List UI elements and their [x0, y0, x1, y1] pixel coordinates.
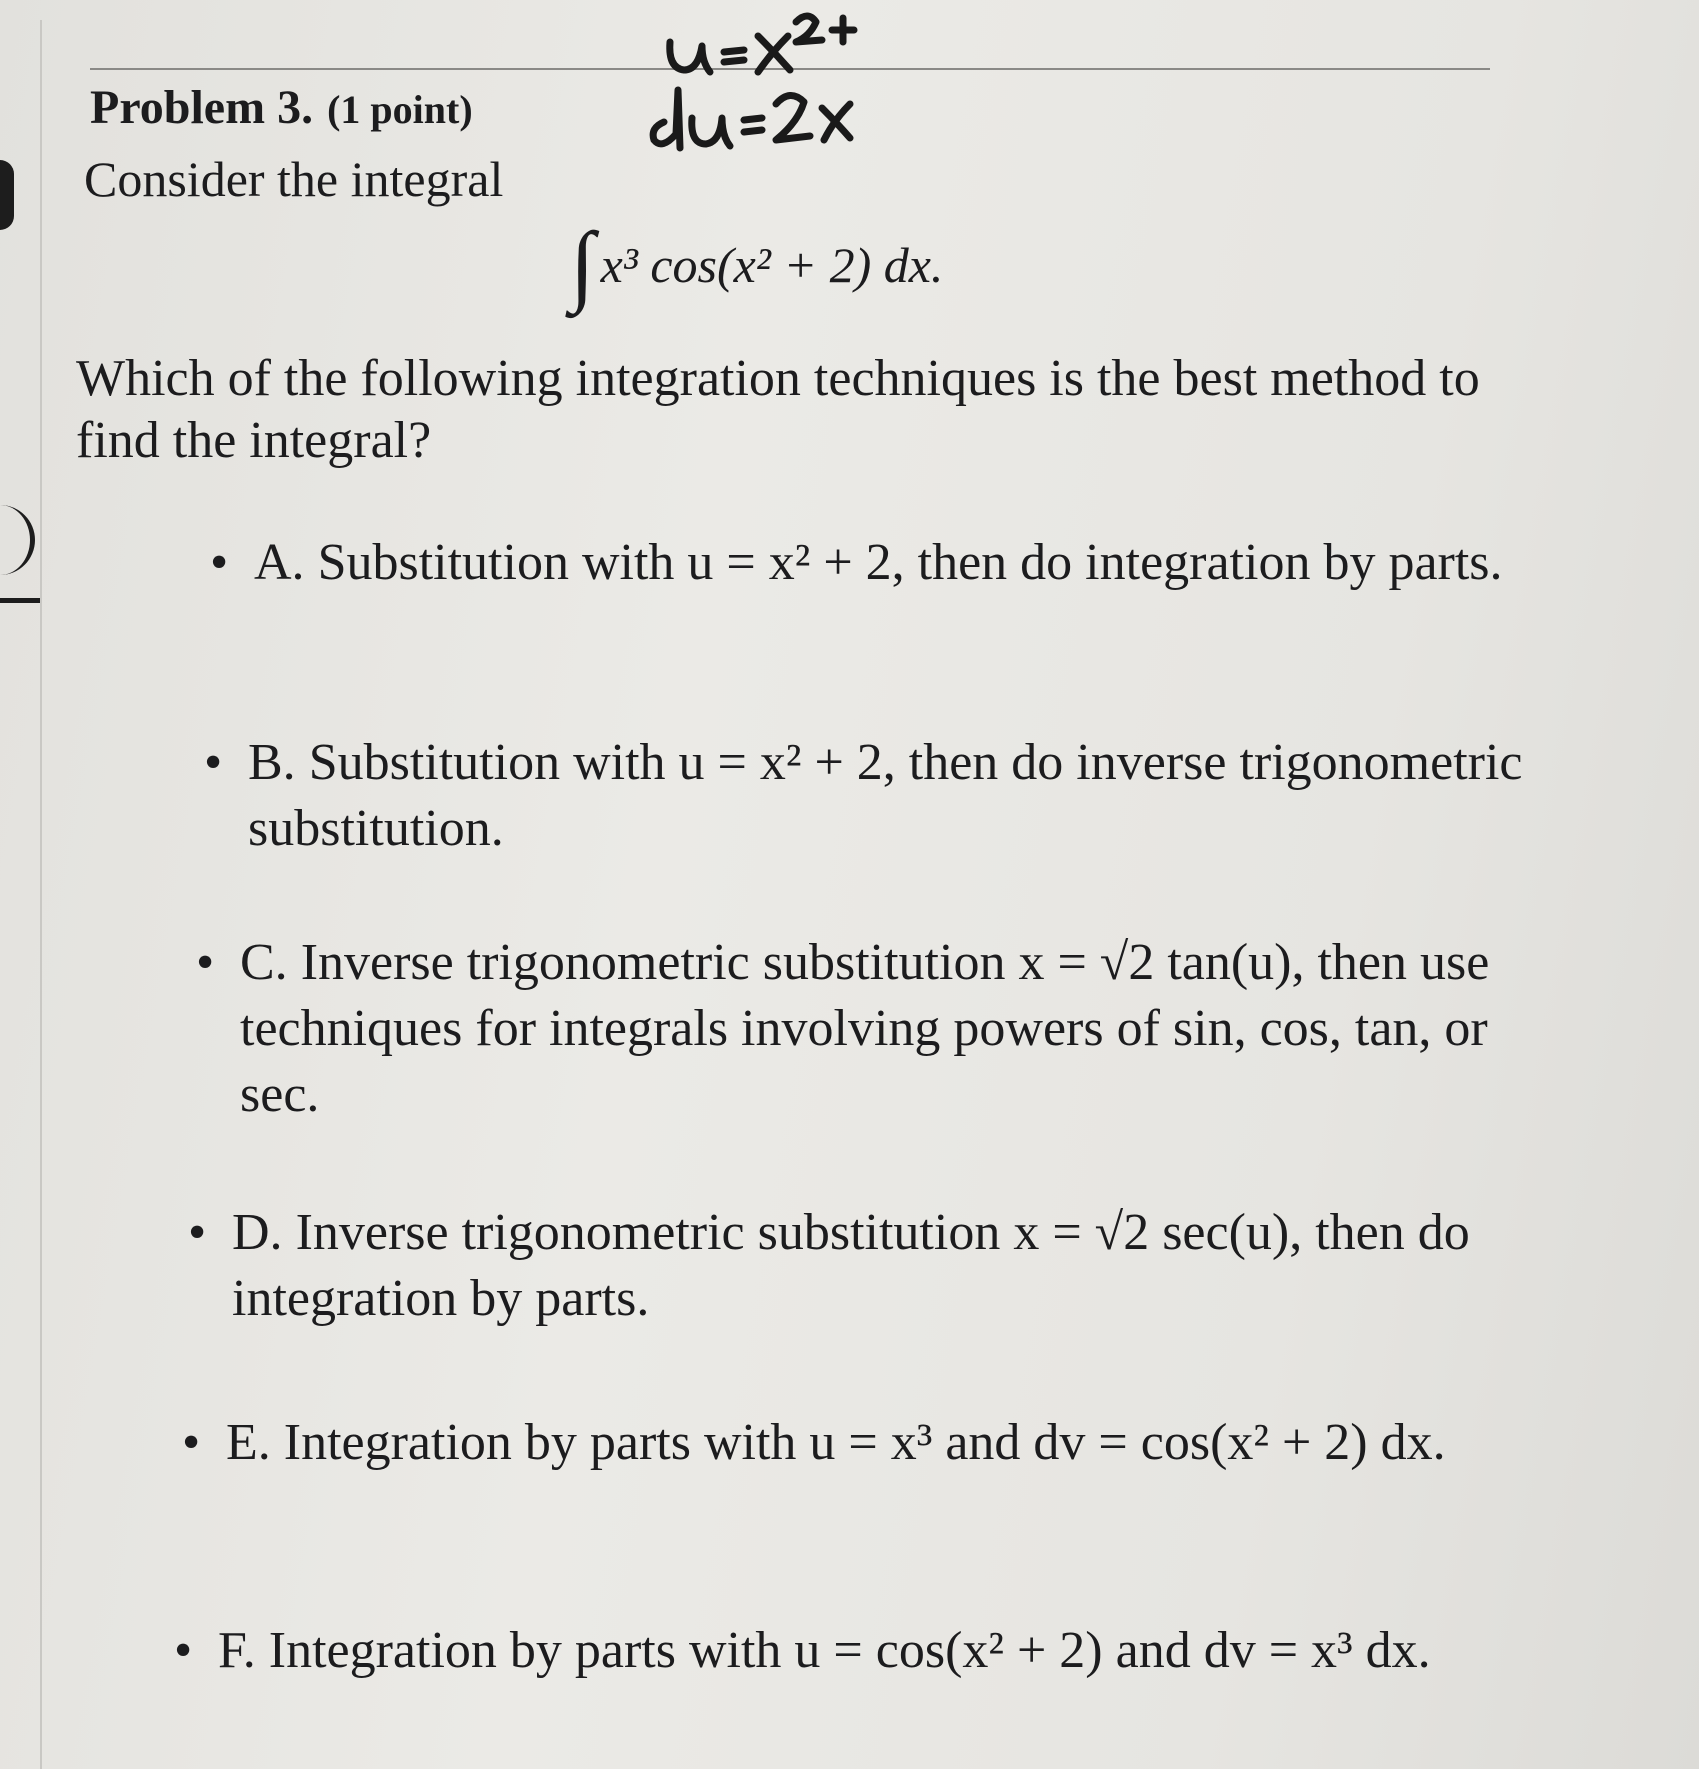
integral-sign: ∫ — [570, 215, 595, 314]
option-text: Substitution with u = x² + 2, then do integration by parts. — [317, 534, 1503, 591]
integrand: x³ cos(x² + 2) dx. — [600, 237, 944, 293]
option-b[interactable] — [204, 730, 1568, 862]
option-letter: C. — [240, 934, 288, 991]
option-bullet: • — [210, 534, 229, 591]
integral-expression — [570, 215, 944, 314]
option-f[interactable] — [174, 1618, 1598, 1684]
problem-title — [90, 80, 473, 135]
option-letter: B. — [248, 734, 296, 791]
page-margin-line — [40, 20, 42, 1769]
option-letter: F. — [218, 1622, 256, 1679]
option-bullet: • — [182, 1414, 201, 1471]
option-c[interactable] — [196, 930, 1580, 1128]
option-text: Substitution with u = x² + 2, then do inverse trigonometric substitution. — [248, 734, 1523, 857]
handwriting-drawing — [640, 0, 960, 160]
option-letter: A. — [254, 534, 305, 591]
option-text: Inverse trigonometric substitution x = √2 sec(u), then do integration by parts. — [232, 1204, 1470, 1327]
option-letter: E. — [226, 1414, 271, 1471]
option-text: Inverse trigonometric substitution x = √2 tan(u), then use techniques for integrals involving powers of sin, cos, tan, or sec. — [240, 934, 1490, 1123]
option-bullet: • — [196, 934, 215, 991]
problem-number: Problem 3. — [90, 81, 314, 134]
problem-points: (1 point) — [327, 87, 473, 132]
option-text: Integration by parts with u = x³ and dv = cos(x² + 2) dx. — [283, 1414, 1446, 1471]
option-letter: D. — [232, 1204, 283, 1261]
option-a[interactable] — [210, 530, 1574, 596]
problem-prompt: Consider the integral — [84, 151, 504, 207]
page-edge-mark — [0, 598, 40, 603]
handwritten-notes — [640, 0, 960, 160]
option-text: Integration by parts with u = cos(x² + 2) and dv = x³ dx. — [268, 1622, 1431, 1679]
page-edge-shadow — [0, 160, 14, 230]
problem-question: Which of the following integration techniques is the best method to find the integral? — [76, 350, 1480, 469]
option-bullet: • — [174, 1622, 193, 1679]
option-bullet: • — [188, 1204, 207, 1261]
option-e[interactable] — [182, 1410, 1596, 1476]
option-d[interactable] — [188, 1200, 1592, 1332]
option-bullet: • — [204, 734, 223, 791]
page-edge-bracket — [0, 505, 35, 575]
